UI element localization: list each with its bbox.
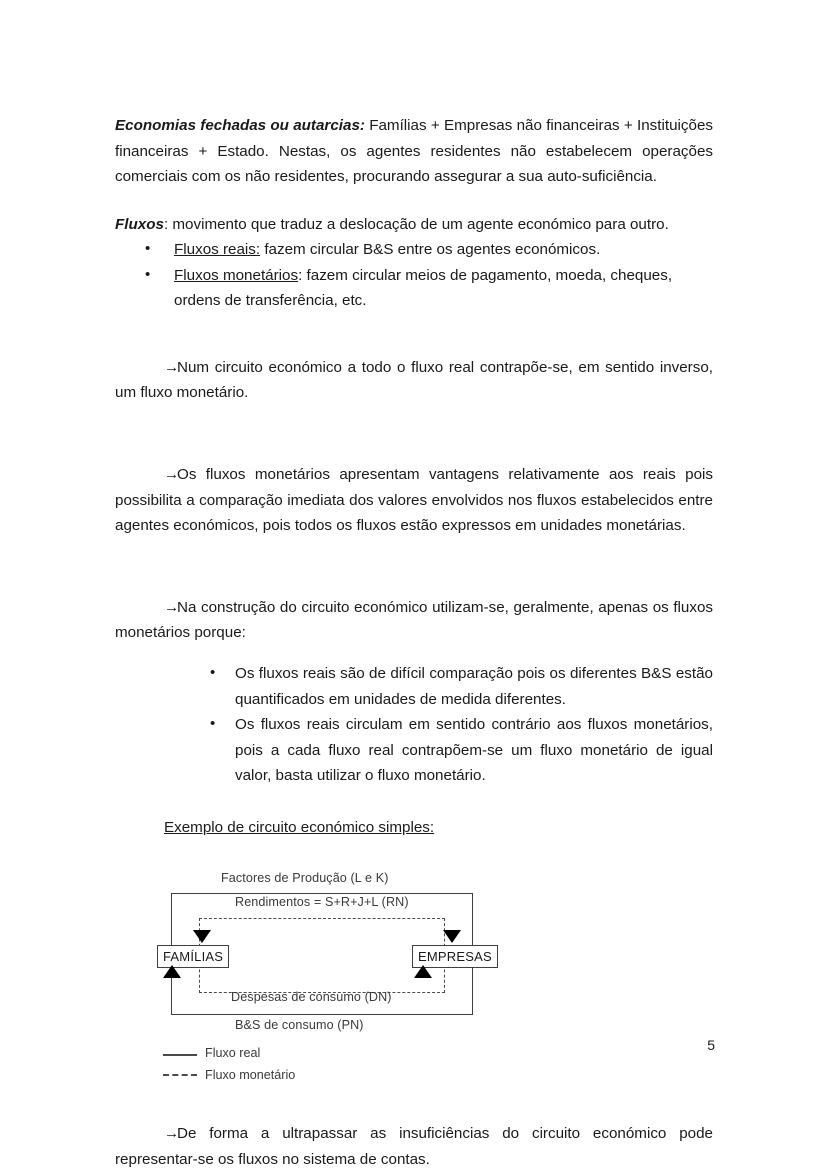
diagram-entity-familias: FAMÍLIAS [157, 945, 229, 968]
paragraph-fluxos-definition [115, 212, 713, 238]
arrow-paragraph-construcao-circuito [115, 595, 713, 646]
paragraph-economias-body: Famílias + Empresas não financeiras + Instituições financeiras + Estado. Nestas, os agentes residentes não estabelecem operações comerciais com os não residentes, procurando assegurar a sua auto-suficiência. [115, 117, 713, 185]
legend-item-fluxo-monetario [163, 1064, 295, 1086]
arrow-paragraph-text: Os fluxos monetários apresentam vantagens relativamente aos reais pois possibilita a comparação imediata dos valores envolvidos nos fluxos estabelecidos entre agentes económicos, pois todos os fluxos estão expressos em unidades monetárias. [115, 466, 713, 535]
list-item-text: fazem circular B&S entre os agentes económicos. [260, 241, 601, 258]
spacer [115, 789, 713, 815]
legend-label: Fluxo monetário [205, 1068, 296, 1083]
page-content [115, 113, 713, 1171]
diagram-monetary-flow-loop [199, 918, 445, 993]
list-item [115, 237, 713, 263]
paragraph-economias-fechadas [115, 113, 713, 190]
list-item-text: : fazem circular meios de pagamento, moeda, cheques, ordens de transferência, etc. [174, 266, 673, 309]
diagram-caption [115, 815, 713, 841]
spacer [115, 421, 713, 447]
arrow-right-icon: → [164, 466, 180, 484]
diagram-legend [163, 1042, 295, 1086]
circular-flow-diagram [115, 854, 713, 1084]
list-item-underlined-term: Fluxos monetários [174, 266, 299, 284]
arrow-paragraph-sistema-de-contas [115, 1121, 713, 1171]
arrow-right-icon: → [164, 358, 180, 376]
diagram-label-despesas-consumo: Despesas de consumo (DN) [231, 990, 392, 1005]
arrow-head-up-empresas-icon [414, 965, 432, 978]
legend-label: Fluxo real [205, 1046, 261, 1061]
spacer [115, 1084, 713, 1106]
arrow-paragraph-circuito-contrapoe [115, 355, 713, 406]
spacer [115, 554, 713, 580]
diagram-caption-text: Exemplo de circuito económico simples: [164, 818, 435, 836]
arrow-head-down-familias-icon [193, 930, 211, 943]
arrow-head-up-familias-icon [163, 965, 181, 978]
diagram-label-rendimentos: Rendimentos = S+R+J+L (RN) [235, 895, 409, 910]
diagram-label-factores-producao: Factores de Produção (L e K) [221, 871, 389, 886]
arrow-paragraph-text: Na construção do circuito económico utilizam-se, geralmente, apenas os fluxos monetários porque: [115, 598, 713, 642]
list-item [115, 263, 713, 314]
spacer [115, 840, 713, 854]
dashed-line-swatch-icon [163, 1074, 197, 1076]
arrow-paragraph-text: De forma a ultrapassar as insuficiências do circuito económico pode representar-se os fluxos no sistema de contas. [115, 1125, 713, 1168]
list-tipos-de-fluxos [115, 237, 713, 314]
arrow-paragraph-text: Num circuito económico a todo o fluxo real contrapõe-se, em sentido inverso, um fluxo monetário. [115, 358, 713, 402]
spacer [115, 314, 713, 340]
diagram-label-bs-consumo: B&S de consumo (PN) [235, 1018, 364, 1033]
list-item: • Os fluxos reais circulam em sentido contrário aos fluxos monetários, pois a cada fluxo real contrapõem-se um fluxo monetário de igual valor, basta utilizar o fluxo monetário. [115, 712, 713, 789]
list-razoes-fluxos-monetarios [115, 661, 713, 789]
diagram-canvas [163, 872, 563, 1032]
paragraph-fluxos-body: : movimento que traduz a deslocação de um agente económico para outro. [163, 215, 669, 233]
arrow-paragraph-vantagens-monetarios [115, 462, 713, 539]
term-fluxos: Fluxos [115, 215, 164, 233]
solid-line-swatch-icon [163, 1054, 197, 1056]
arrow-right-icon: → [164, 1125, 180, 1143]
list-item: • Os fluxos reais são de difícil comparação pois os diferentes B&S estão quantificados em unidades de medida diferentes. [115, 661, 713, 712]
diagram-entity-empresas: EMPRESAS [412, 945, 498, 968]
arrow-right-icon: → [164, 598, 180, 616]
spacer [115, 190, 713, 212]
term-economias-fechadas: Economias fechadas ou autarcias: [115, 117, 365, 134]
legend-item-fluxo-real [163, 1042, 295, 1064]
page-number: 5 [707, 1037, 715, 1053]
arrow-head-down-empresas-icon [443, 930, 461, 943]
list-item-underlined-term: Fluxos reais: [174, 241, 261, 258]
